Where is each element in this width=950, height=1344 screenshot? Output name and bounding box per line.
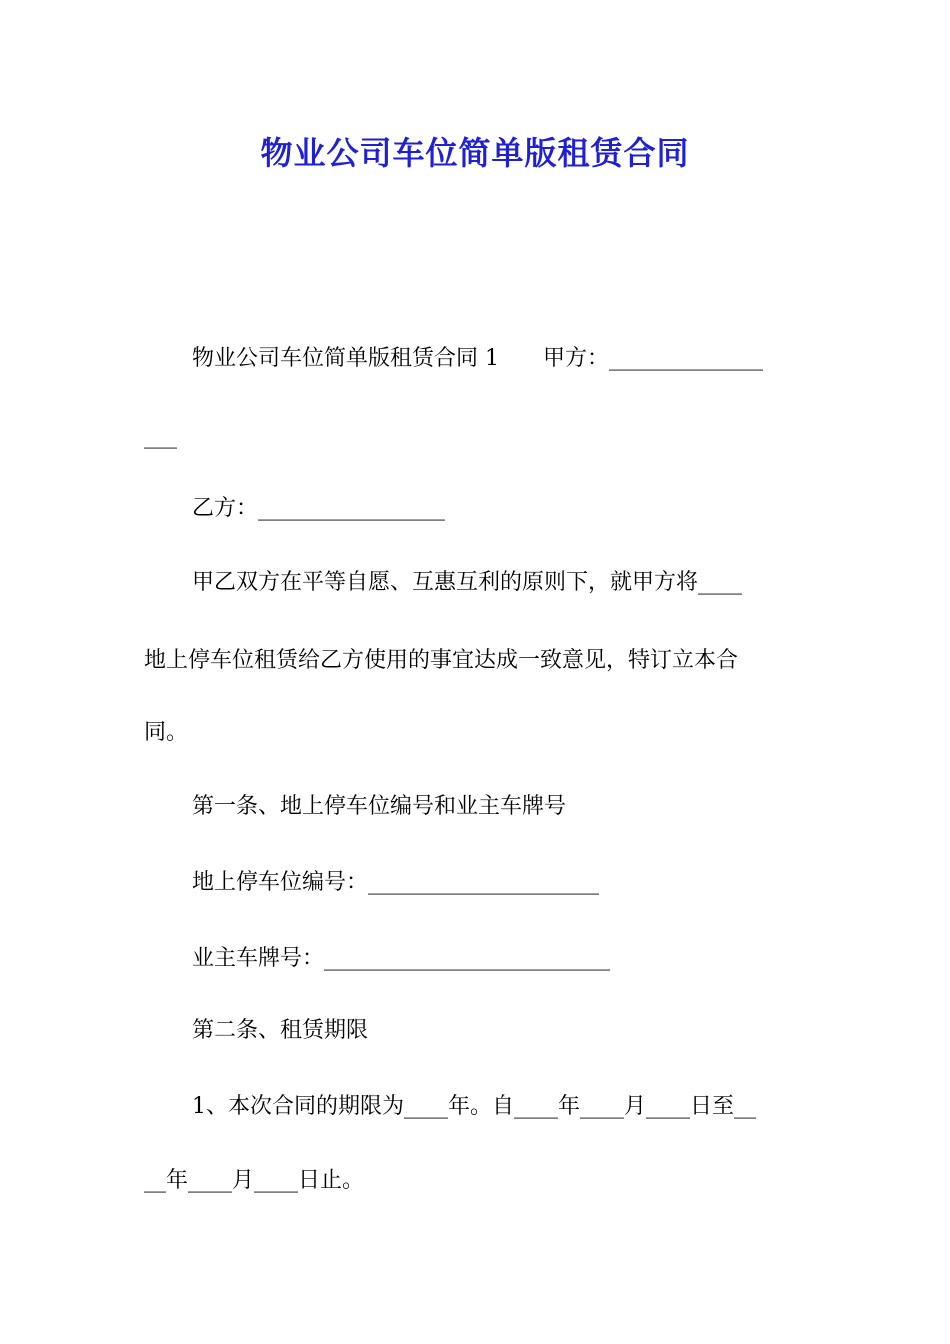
- lease-term-line-1: 1、本次合同的期限为____年。自____年____月____日至__: [192, 1094, 756, 1119]
- preamble-line-1: 甲乙双方在平等自愿、互惠互利的原则下，就甲方将____: [192, 570, 743, 595]
- preamble-line-3: 同。: [144, 720, 189, 745]
- article-1-heading: 第一条、地上停车位编号和业主车牌号: [192, 794, 567, 819]
- party-a-blank-continuation: ___: [144, 424, 177, 449]
- owner-plate-number-line: 业主车牌号：__________________________: [192, 946, 611, 971]
- preamble-line-2: 地上停车位租赁给乙方使用的事宜达成一致意见，特订立本合: [144, 648, 739, 673]
- document-title: 物业公司车位简单版租赁合同: [260, 134, 690, 172]
- paragraph-heading-and-party-a: 物业公司车位简单版租赁合同 1 甲方：______________: [192, 346, 763, 371]
- lease-term-line-2: __年____月____日止。: [144, 1168, 365, 1193]
- parking-space-number-line: 地上停车位编号：_____________________: [192, 870, 600, 895]
- party-b-line: 乙方：_________________: [192, 496, 446, 521]
- article-2-heading: 第二条、租赁期限: [192, 1018, 369, 1043]
